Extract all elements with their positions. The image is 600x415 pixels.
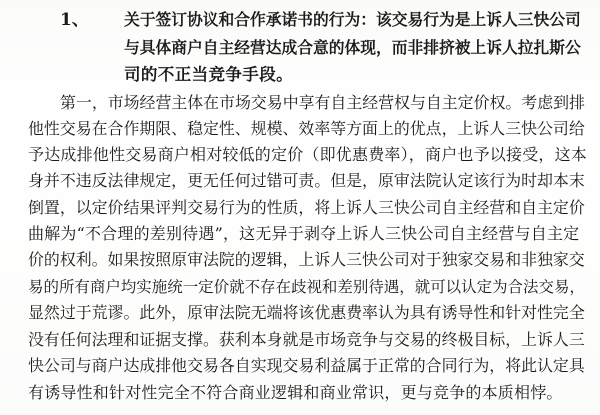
paragraph-line: 身并不违反法律规定，更无任何过错可责。但是，原审法院认定该行为时却本末 bbox=[28, 171, 585, 190]
paragraph-line: 第一，市场经营主体在市场交易中享有自主经营权与自主定价权。考虑到排 bbox=[60, 93, 585, 112]
paragraph-line: 快公司与商户达成排他交易各自实现交易利益属于正常的合同行为，将此认定具 bbox=[28, 356, 585, 375]
paragraph-line: 曲解为“不合理的差别待遇”，这无异于剥夺上诉人三快公司自主经营与自主定 bbox=[28, 224, 580, 243]
heading-line: 司的不正当竞争手段。 bbox=[124, 65, 293, 84]
paragraph-line: 价的权利。如果按照原审法院的逻辑，上诉人三快公司对于独家交易和非独家交 bbox=[28, 250, 585, 269]
heading-line: 关于签订协议和合作承诺书的行为：该交易行为是上诉人三快公司 bbox=[124, 10, 581, 29]
paragraph-line: 予达成排他性交易商户相对较低的定价（即优惠费率），商户也予以接受，这本 bbox=[28, 145, 588, 164]
paragraph-line: 倒置，以定价结果评判交易行为的性质，将上诉人三快公司自主经营和自主定价 bbox=[28, 198, 585, 217]
paragraph-line: 有诱导性和针对性完全不符合商业逻辑和商业常识，更与竞争的本质相悖。 bbox=[28, 383, 563, 402]
paragraph-line: 显然过于荒谬。此外，原审法院无端将该优惠费率认为具有诱导性和针对性完全 bbox=[28, 303, 585, 322]
heading-number: 1、 bbox=[60, 10, 89, 30]
paragraph-line: 他性交易在合作期限、稳定性、规模、效率等方面上的优点，上诉人三快公司给 bbox=[28, 119, 585, 138]
paragraph-line: 没有任何法理和证据支撑。获利本身就是市场竞争与交易的终极目标，上诉人三 bbox=[28, 330, 585, 349]
heading-line: 与具体商户自主经营达成合意的体现，而非排挤被上诉人拉扎斯公 bbox=[124, 38, 581, 57]
paragraph-line: 易的所有商户均实施统一定价就不存在歧视和差别待遇，就可以认定为合法交易， bbox=[28, 278, 585, 296]
